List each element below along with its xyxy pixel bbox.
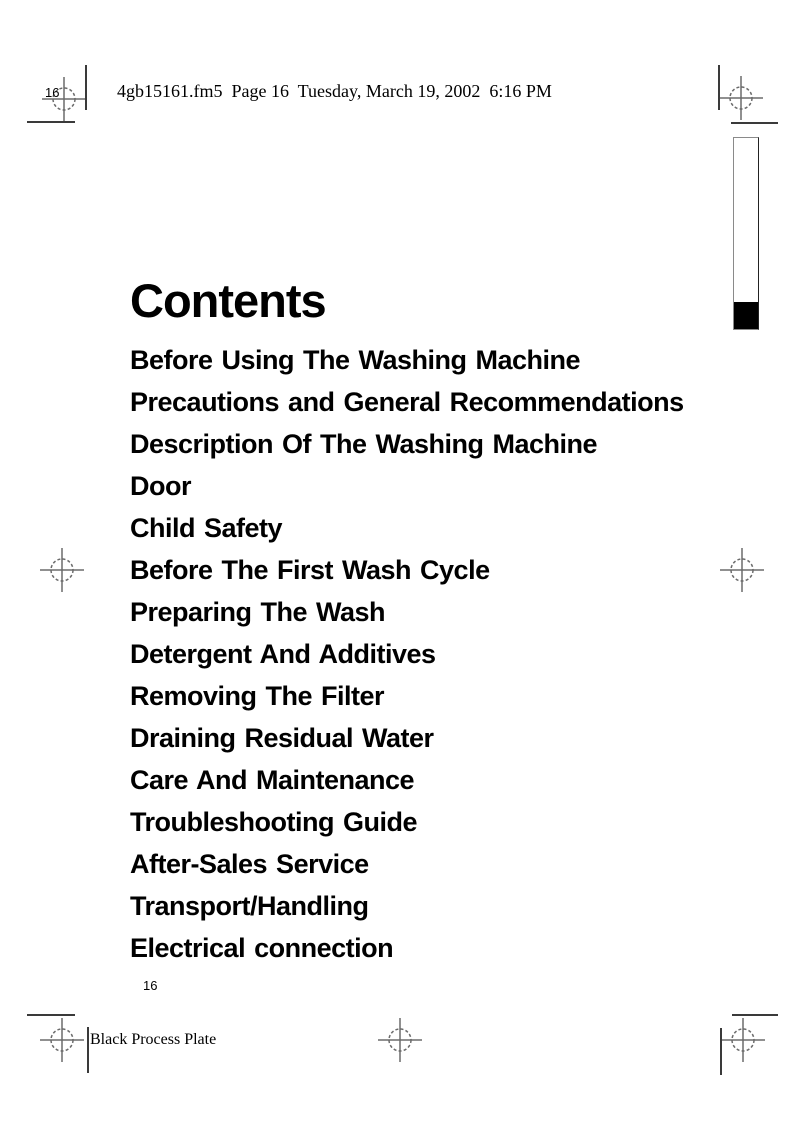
toc-item: Description Of The Washing Machine: [130, 429, 598, 459]
toc-item: Child Safety: [130, 513, 283, 543]
toc-item: Precautions and General Recommendations: [130, 387, 684, 417]
toc-item: Before The First Wash Cycle: [130, 555, 490, 585]
trim-line: [87, 1027, 89, 1073]
toc-list: [130, 339, 730, 969]
plate-label: Black Process Plate: [90, 1031, 217, 1048]
calibration-bar-black-swatch: [734, 302, 758, 329]
toc-item: Detergent And Additives: [130, 639, 436, 669]
trim-line: [718, 65, 720, 110]
toc-item: Before Using The Washing Machine: [130, 345, 581, 375]
toc-item: Care And Maintenance: [130, 765, 415, 795]
toc-item: Removing The Filter: [130, 681, 385, 711]
registration-mark-icon: [40, 548, 84, 592]
registration-mark-icon: [719, 76, 763, 120]
trim-line: [732, 1014, 778, 1016]
header-slug-line: 4gb15161.fm5 Page 16 Tuesday, March 19, 2002 6:16 PM: [117, 81, 552, 101]
toc-item: Door: [130, 471, 191, 501]
page-number: 16: [143, 978, 158, 993]
toc-item: Draining Residual Water: [130, 723, 434, 753]
calibration-bar: [733, 137, 759, 330]
trim-line: [731, 122, 778, 124]
toc-item: Electrical connection: [130, 933, 394, 963]
trim-line: [27, 121, 75, 123]
page-title: Contents: [130, 274, 326, 327]
toc-item: After-Sales Service: [130, 849, 369, 879]
registration-mark-icon: [378, 1018, 422, 1062]
trim-line: [85, 65, 87, 110]
trim-line: [720, 1028, 722, 1075]
toc-item: Preparing The Wash: [130, 597, 386, 627]
toc-item: Transport/Handling: [130, 891, 369, 921]
plate-corner-number: 16: [45, 85, 60, 100]
registration-mark-icon: [40, 1018, 84, 1062]
registration-mark-icon: [721, 1018, 765, 1062]
toc-item: Troubleshooting Guide: [130, 807, 417, 837]
trim-line: [27, 1014, 75, 1016]
